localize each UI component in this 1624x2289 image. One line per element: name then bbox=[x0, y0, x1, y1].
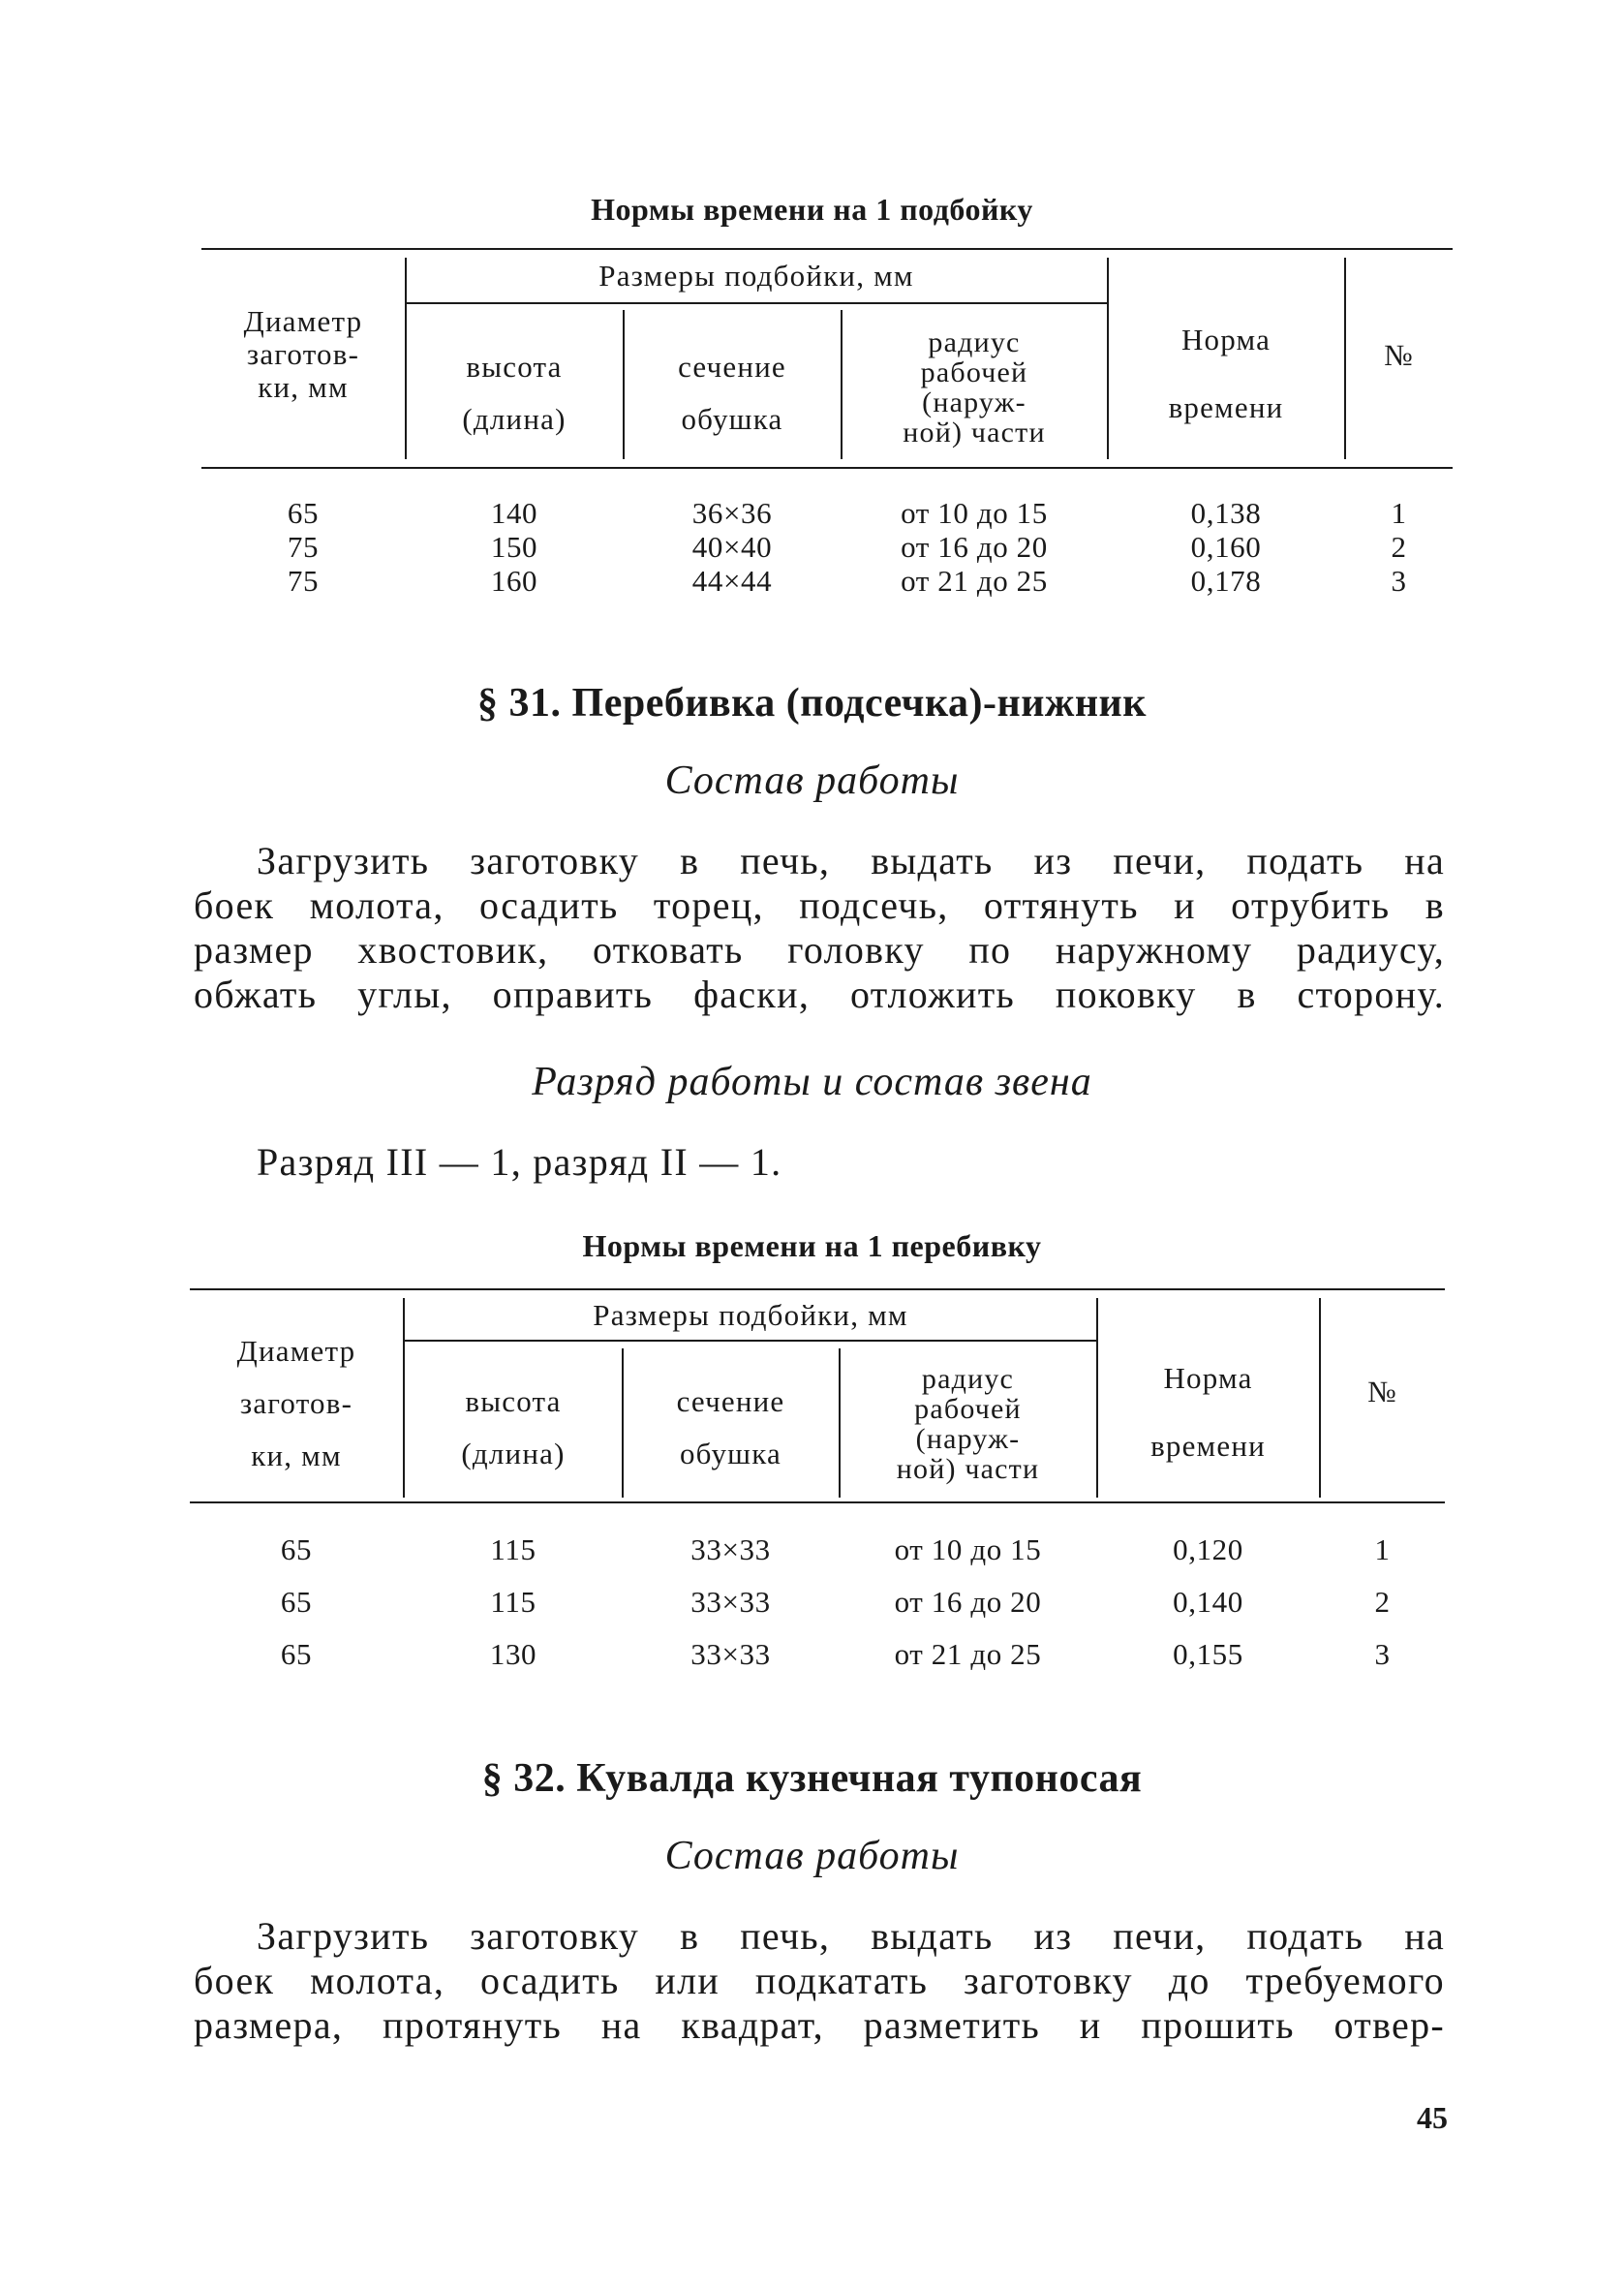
table2-cell-height: 130 bbox=[489, 1637, 537, 1671]
table1-cell-height: 160 bbox=[490, 564, 538, 598]
table2-header-height: высота (длина) bbox=[461, 1384, 566, 1470]
table1-cell-height: 150 bbox=[490, 530, 538, 564]
table2-header-diameter: Диаметр заготов- ки, мм bbox=[236, 1334, 356, 1472]
table1-header-number: № bbox=[1384, 338, 1414, 372]
paragraph-line: обжать углы, оправить фаски, отложить поковку в сторону. bbox=[194, 973, 1445, 1016]
table2-cell-diameter: 65 bbox=[280, 1585, 313, 1619]
section32-paragraph bbox=[194, 1914, 1445, 2048]
table2-cell-diameter: 65 bbox=[280, 1532, 313, 1566]
table2-cell-number: 2 bbox=[1374, 1585, 1391, 1619]
table1-cell-radius: от 10 до 15 bbox=[901, 496, 1048, 530]
table1-cell-diameter: 65 bbox=[287, 496, 320, 530]
table2-header-rule bbox=[190, 1501, 1445, 1503]
section32-title: § 32. Кувалда кузнечная тупоносая bbox=[481, 1756, 1143, 1801]
table1-header-radius: радиус рабочей (наруж- ной) части bbox=[903, 326, 1046, 449]
table2-cell-height: 115 bbox=[490, 1585, 536, 1619]
paragraph-line: боек молота, осадить торец, подсечь, оттянуть и отрубить в bbox=[194, 883, 1445, 927]
table1-cell-section: 44×44 bbox=[691, 564, 773, 598]
table1-cell-section: 40×40 bbox=[691, 530, 773, 564]
table2-header-radius: радиус рабочей (наруж- ной) части bbox=[896, 1363, 1040, 1485]
table1-cell-diameter: 75 bbox=[287, 564, 320, 598]
paragraph-line: размер хвостовик, отковать головку по наружному радиусу, bbox=[194, 928, 1445, 972]
table2-cell-norm: 0,155 bbox=[1173, 1637, 1243, 1671]
table2-header-number: № bbox=[1367, 1375, 1397, 1408]
table2-cell-diameter: 65 bbox=[280, 1637, 313, 1671]
table1-cell-diameter: 75 bbox=[287, 530, 320, 564]
table1-cell-norm: 0,178 bbox=[1190, 564, 1262, 598]
table1-group-rule bbox=[406, 302, 1107, 304]
table2-cell-radius: от 21 до 25 bbox=[894, 1637, 1042, 1671]
table2-caption: Нормы времени на 1 перебивку bbox=[582, 1228, 1042, 1263]
table2-cell-norm: 0,120 bbox=[1173, 1532, 1243, 1566]
table2-cell-norm: 0,140 bbox=[1173, 1585, 1243, 1619]
section31-paragraph bbox=[194, 839, 1445, 1017]
table1-cell-section: 36×36 bbox=[691, 496, 773, 530]
table2-header-norm: Норма времени bbox=[1150, 1361, 1266, 1463]
section31-grade-text: Разряд III — 1, разряд II — 1. bbox=[257, 1140, 782, 1184]
table1-cell-number: 2 bbox=[1391, 530, 1407, 564]
paragraph-line: Загрузить заготовку в печь, выдать из печи, подать на bbox=[257, 1914, 1445, 1958]
table2-cell-radius: от 16 до 20 bbox=[894, 1585, 1042, 1619]
table1-header-section: сечение обушка bbox=[678, 350, 786, 436]
paragraph-line: Загрузить заготовку в печь, выдать из печи, подать на bbox=[257, 839, 1445, 882]
table1-cell-height: 140 bbox=[490, 496, 538, 530]
page-number: 45 bbox=[1417, 2100, 1448, 2135]
table2-cell-section: 33×33 bbox=[690, 1637, 771, 1671]
paragraph-line: боек молота, осадить или подкатать заготовку до требуемого bbox=[194, 1959, 1445, 2002]
table2-group-rule bbox=[405, 1340, 1096, 1342]
table1-header-rule bbox=[201, 467, 1453, 469]
table1-header-norm: Норма времени bbox=[1168, 323, 1284, 424]
table2-cell-number: 3 bbox=[1374, 1637, 1391, 1671]
table2-cell-section: 33×33 bbox=[690, 1532, 771, 1566]
table2-cell-radius: от 10 до 15 bbox=[894, 1532, 1042, 1566]
table1-caption: Нормы времени на 1 подбойку bbox=[591, 192, 1033, 227]
table1-header-sizes-group: Размеры подбойки, мм bbox=[598, 259, 914, 293]
table1-top-rule bbox=[201, 248, 1453, 250]
section31-subtitle: Состав работы bbox=[664, 758, 960, 803]
paragraph-line: размера, протянуть на квадрат, разметить и прошить отвер- bbox=[194, 2003, 1445, 2047]
section31-title: § 31. Перебивка (подсечка)-нижник bbox=[477, 681, 1147, 726]
table1-cell-number: 3 bbox=[1391, 564, 1407, 598]
table2-header-sizes-group: Размеры подбойки, мм bbox=[593, 1298, 908, 1332]
table2-cell-section: 33×33 bbox=[690, 1585, 771, 1619]
table2-cell-number: 1 bbox=[1374, 1532, 1391, 1566]
table1-cell-norm: 0,160 bbox=[1190, 530, 1262, 564]
table1-header-height: высота (длина) bbox=[462, 350, 567, 436]
table1-cell-norm: 0,138 bbox=[1190, 496, 1262, 530]
section31-grade-heading: Разряд работы и состав звена bbox=[532, 1060, 1092, 1104]
table1-header-diameter: Диаметр заготов- ки, мм bbox=[243, 304, 363, 404]
table2-top-rule bbox=[190, 1288, 1445, 1290]
table2-cell-height: 115 bbox=[490, 1532, 536, 1566]
section32-subtitle: Состав работы bbox=[664, 1834, 960, 1878]
table2-header-section: сечение обушка bbox=[676, 1384, 785, 1470]
table1-cell-number: 1 bbox=[1391, 496, 1407, 530]
table1-cell-radius: от 21 до 25 bbox=[901, 564, 1048, 598]
table1-cell-radius: от 16 до 20 bbox=[901, 530, 1048, 564]
